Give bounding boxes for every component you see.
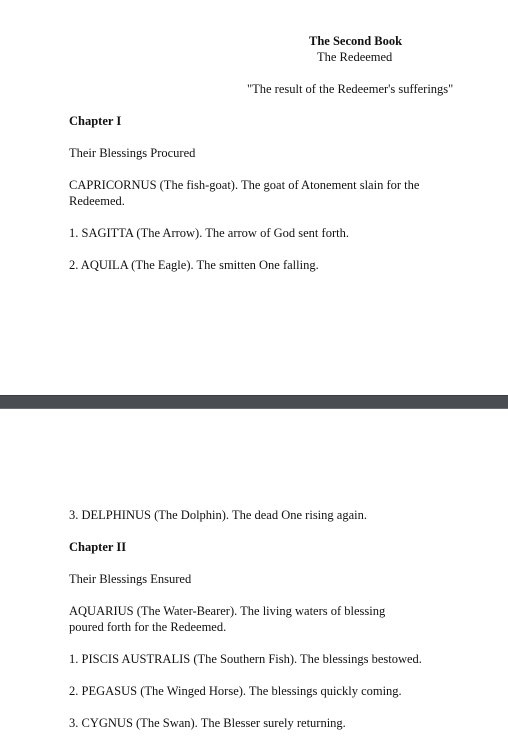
epigraph: "The result of the Redeemer's sufferings"	[247, 82, 454, 96]
list-item: 2. AQUILA (The Eagle). The smitten One falling.	[69, 258, 319, 272]
book-title: The Second Book	[309, 34, 403, 48]
chapter-heading: Chapter II	[69, 540, 127, 554]
page-separator	[0, 395, 508, 409]
list-item: 3. CYGNUS (The Swan). The Blesser surely returning.	[69, 716, 346, 730]
list-item: 3. DELPHINUS (The Dolphin). The dead One rising again.	[69, 508, 367, 522]
chapter-intro-line: poured forth for the Redeemed.	[69, 620, 227, 634]
list-item: 2. PEGASUS (The Winged Horse). The blessings quickly coming.	[69, 684, 402, 698]
chapter-intro-line: AQUARIUS (The Water-Bearer). The living waters of blessing	[69, 604, 386, 618]
chapter-subtitle: Their Blessings Ensured	[69, 572, 192, 586]
chapter-intro-line: Redeemed.	[69, 194, 125, 208]
document-page-2	[0, 409, 508, 748]
chapter-heading: Chapter I	[69, 114, 122, 128]
chapter-intro-line: CAPRICORNUS (The fish-goat). The goat of Atonement slain for the	[69, 178, 420, 192]
book-subtitle: The Redeemed	[317, 50, 393, 64]
list-item: 1. PISCIS AUSTRALIS (The Southern Fish). The blessings bestowed.	[69, 652, 422, 666]
list-item: 1. SAGITTA (The Arrow). The arrow of God sent forth.	[69, 226, 349, 240]
chapter-subtitle: Their Blessings Procured	[69, 146, 196, 160]
